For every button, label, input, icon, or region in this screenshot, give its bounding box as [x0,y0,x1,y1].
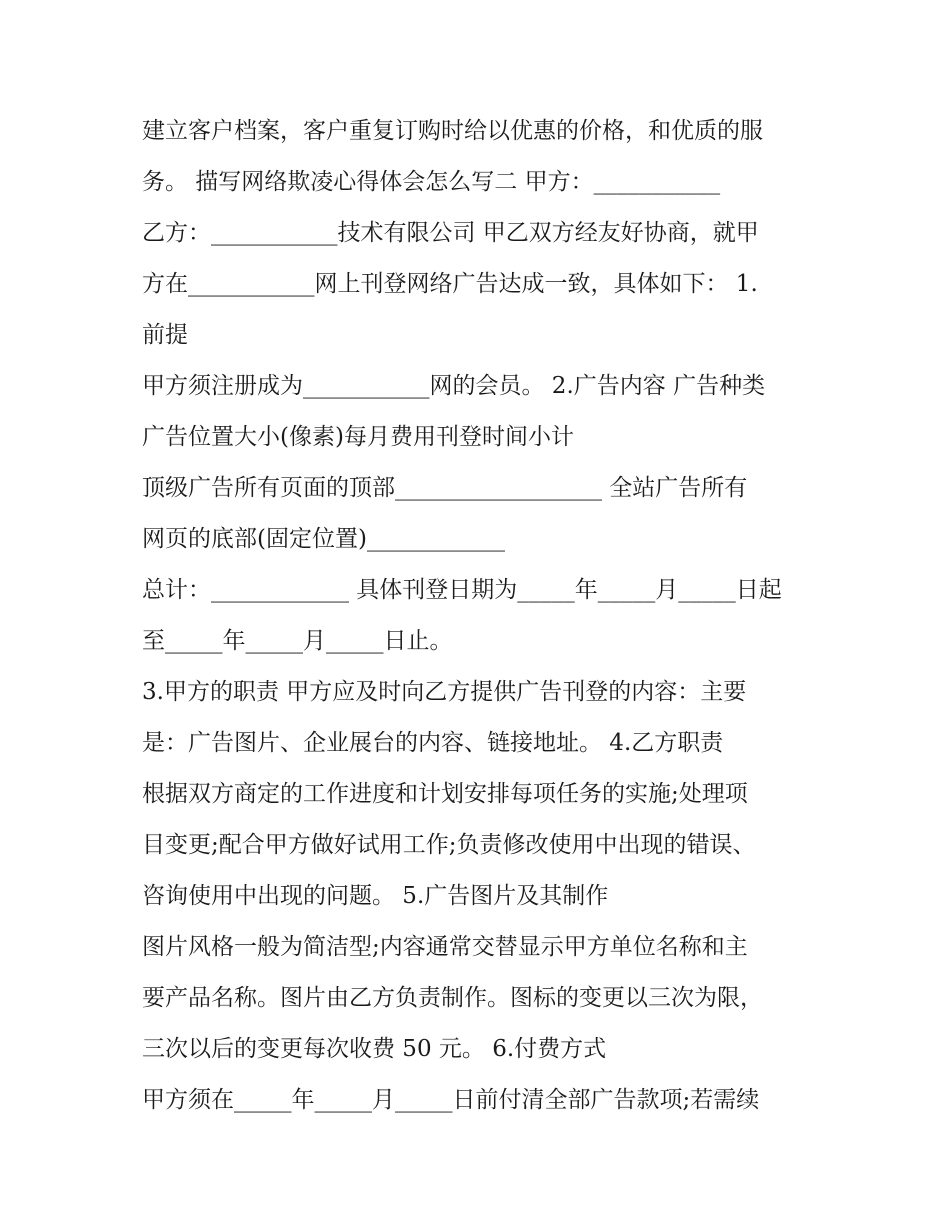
text-line: 总计：____________ 具体刊登日期为_____年_____月_____日起 [142,577,782,603]
text-line: 网页的底部(固定位置)____________ [142,526,505,552]
text-line: 方在___________网上刊登网络广告达成一致，具体如下： 1. [142,271,758,297]
text-line: 至_____年_____月_____日止。 [142,628,453,654]
text-line: 建立客户档案，客户重复订购时给以优惠的价格，和优质的服 [142,118,763,144]
text-line: 前提 [142,322,188,348]
text-line: 是：广告图片、企业展台的内容、链接地址。 4.乙方职责 [142,730,724,756]
text-line: 乙方：___________技术有限公司 甲乙双方经友好协商，就甲 [142,220,759,246]
text-line: 三次以后的变更每次收费 50 元。 6.付费方式 [142,1036,607,1062]
document-body [142,106,832,1126]
text-line: 咨询使用中出现的问题。 5.广告图片及其制作 [142,883,609,909]
text-line: 广告位置大小(像素)每月费用刊登时间小计 [142,424,574,450]
text-line: 目变更;配合甲方做好试用工作;负责修改使用中出现的错误、 [142,832,756,858]
text-line: 顶级广告所有页面的顶部__________________ 全站广告所有 [142,475,748,501]
text-line: 甲方须注册成为___________网的会员。 2.广告内容 广告种类 [142,373,766,399]
text-line: 务。 描写网络欺凌心得体会怎么写二 甲方：___________ [142,169,721,195]
text-line: 3.甲方的职责 甲方应及时向乙方提供广告刊登的内容：主要 [142,679,747,705]
text-line: 要产品名称。图片由乙方负责制作。图标的变更以三次为限， [142,985,763,1011]
text-line: 甲方须在_____年_____月_____日前付清全部广告款项;若需续 [142,1087,760,1113]
text-line: 图片风格一般为简洁型;内容通常交替显示甲方单位名称和主 [142,934,748,960]
text-line: 根据双方商定的工作进度和计划安排每项任务的实施;处理项 [142,781,748,807]
